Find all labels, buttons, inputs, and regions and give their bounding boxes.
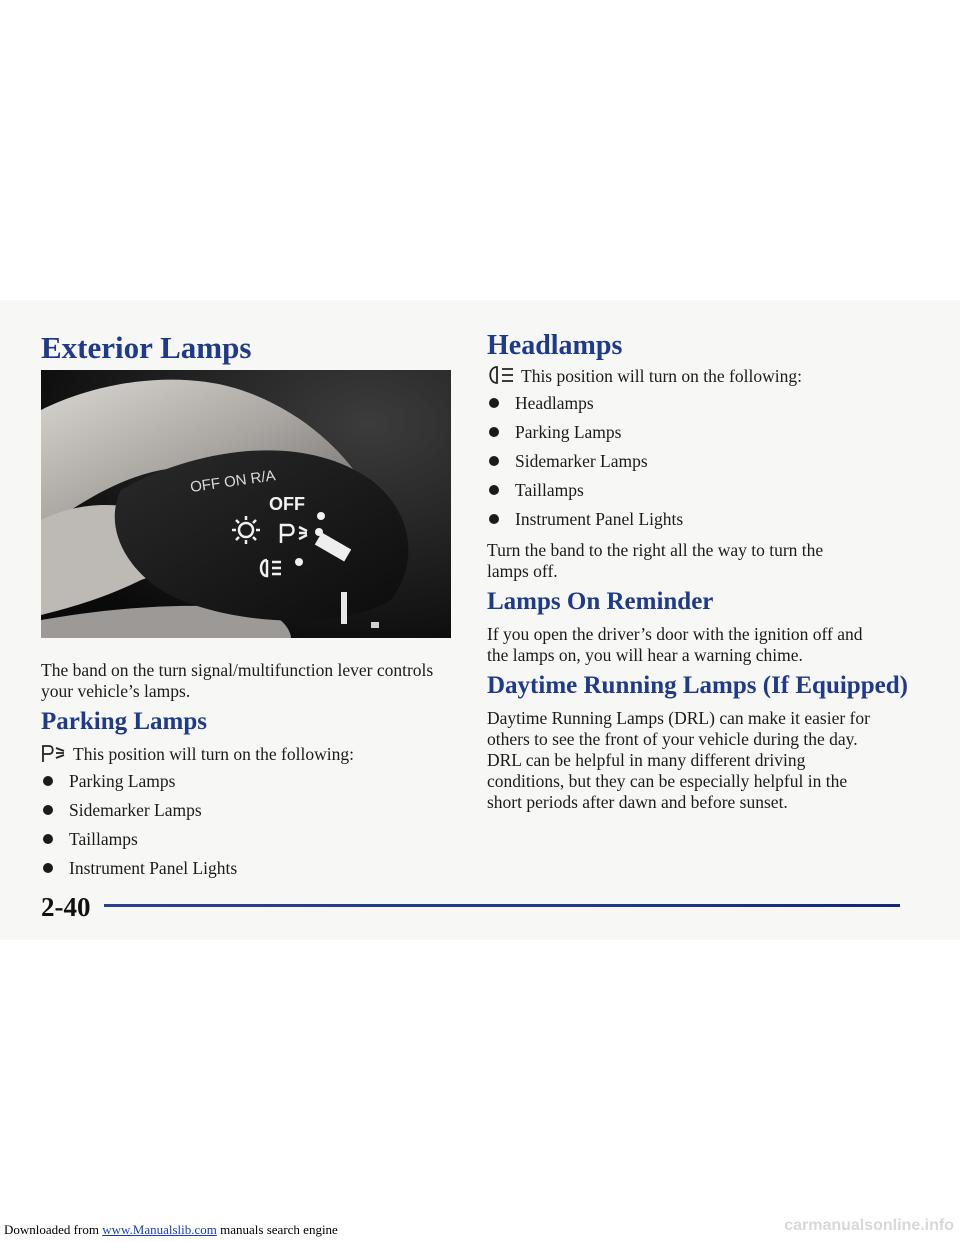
bullet-dot-icon [43,863,53,873]
reminder-line-1: If you open the driver’s door with the ignition off and [487,624,863,644]
list-item [41,770,237,799]
list-item-text: Taillamps [515,480,584,500]
bullet-dot-icon [43,805,53,815]
parking-lamps-list [41,770,237,886]
list-item [487,508,683,537]
list-item-text: Headlamps [515,393,594,413]
source-line [4,1222,338,1238]
list-item-text: Sidemarker Lamps [69,800,202,820]
intro-text-line-2: your vehicle’s lamps. [41,681,191,701]
manualslib-link[interactable]: www.Manualslib.com [102,1222,217,1237]
lamps-off-line-2: lamps off. [487,561,558,581]
lamps-on-reminder-heading: Lamps On Reminder [487,588,714,615]
reminder-line-2: the lamps on, you will hear a warning chime. [487,645,803,665]
bullet-dot-icon [43,776,53,786]
bullet-dot-icon [489,427,499,437]
switch-photo-illustration [41,370,451,638]
list-item-text: Parking Lamps [515,422,622,442]
intro-text-line-1: The band on the turn signal/multifunction lever controls [41,660,434,680]
footer-rule [104,904,900,907]
switch-label-top: OFF ON R/A [189,467,277,496]
headlamp-icon [487,365,515,385]
drl-line-4: conditions, but they can be especially helpful in the [487,771,848,791]
list-item-text: Parking Lamps [69,771,176,791]
list-item [487,450,683,479]
page-number: 2-40 [41,892,91,922]
drl-line-3: DRL can be helpful in many different driving [487,750,806,770]
switch-label-off: OFF [269,494,305,514]
bullet-dot-icon [489,456,499,466]
parking-lamps-lead [41,743,354,765]
page-title: Exterior Lamps [41,330,252,365]
list-item [487,479,683,508]
headlamp-switch-photo [41,370,451,638]
headlamps-lead [487,365,802,387]
list-item [487,392,683,421]
drl-heading: Daytime Running Lamps (If Equipped) [487,672,908,699]
list-item-text: Instrument Panel Lights [69,858,238,878]
parking-lamps-heading: Parking Lamps [41,708,208,735]
list-item [41,828,237,857]
list-item-text: Sidemarker Lamps [515,451,648,471]
list-item [41,857,237,886]
bullet-dot-icon [43,834,53,844]
parking-lamps-lead-text: This position will turn on the following: [73,744,354,764]
bullet-dot-icon [489,485,499,495]
headlamps-list [487,392,683,537]
source-suffix: manuals search engine [220,1222,338,1237]
bullet-dot-icon [489,398,499,408]
parking-lamp-icon [41,743,67,763]
headlamps-heading: Headlamps [487,330,623,361]
headlamps-lead-text: This position will turn on the following: [521,366,802,386]
source-prefix: Downloaded from [4,1222,99,1237]
list-item-text: Taillamps [69,829,138,849]
list-item [41,799,237,828]
drl-line-1: Daytime Running Lamps (DRL) can make it easier for [487,708,870,728]
list-item [487,421,683,450]
list-item-text: Instrument Panel Lights [515,509,684,529]
drl-line-5: short periods after dawn and before sunset. [487,792,788,812]
bullet-dot-icon [489,514,499,524]
lamps-off-line-1: Turn the band to the right all the way to turn the [487,540,824,560]
watermark: carmanualsonline.info [784,1217,954,1234]
drl-line-2: others to see the front of your vehicle during the day. [487,729,858,749]
